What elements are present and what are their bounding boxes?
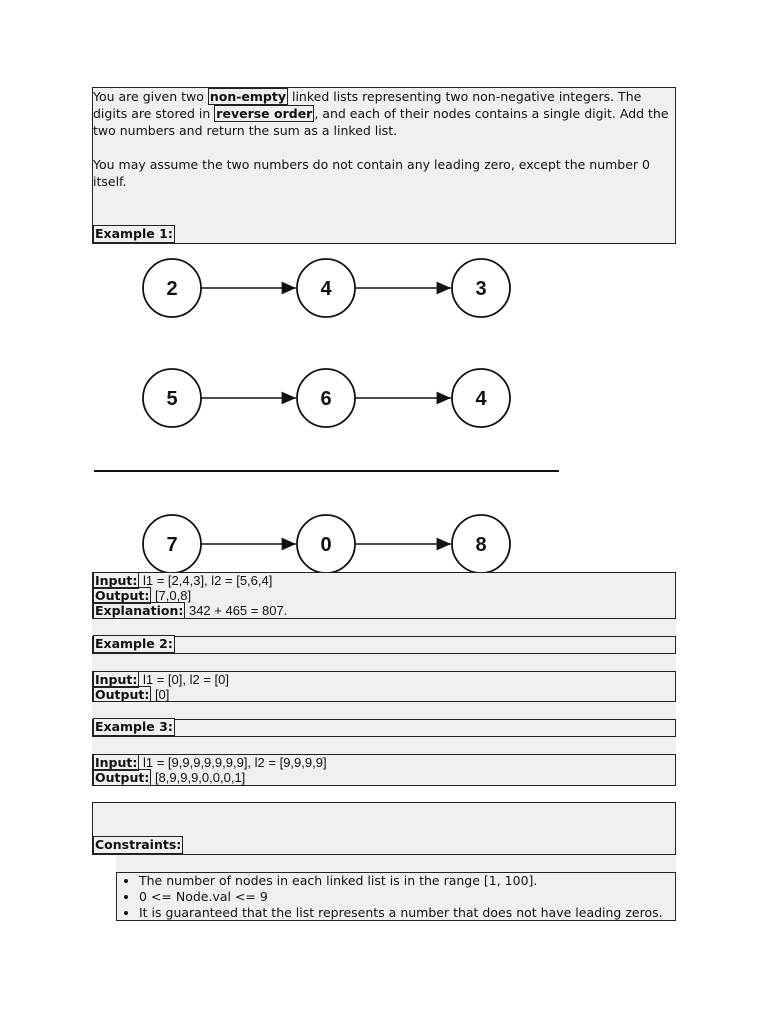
constraint-item: • It is guaranteed that the list represents a number that does not have leading zeros. [139,905,675,921]
list-node-value: 8 [475,534,487,556]
example-3-io [92,754,676,786]
output-value: [8,9,9,9,0,0,0,1] [151,770,246,785]
explanation-label: Explanation: [95,603,184,618]
text-run: You are given two [93,89,208,104]
input-value: l1 = [2,4,3], l2 = [5,6,4] [139,573,273,588]
list-node-value: 4 [475,388,487,410]
linked-list-diagram [0,245,768,585]
example-1-heading: Example 1: [95,226,173,241]
example-2-heading: Example 2: [95,636,173,651]
example-3-output-row [93,770,675,785]
description-paragraph-1 [93,88,675,139]
list-node-value: 4 [320,278,332,300]
output-label: Output: [95,687,150,702]
example-2-input-row [93,672,675,687]
highlight-non-empty: non-empty [209,89,286,104]
list-node-value: 6 [320,388,332,410]
list-node-value: 0 [320,534,332,556]
example-1-input-row [93,573,675,588]
constraints-list [116,872,676,921]
input-value: l1 = [0], l2 = [0] [139,672,229,687]
example-3-heading: Example 3: [95,719,173,734]
example-1-output-row [93,588,675,603]
list-node-value: 5 [166,388,178,410]
list-node-value: 2 [166,278,178,300]
input-label: Input: [95,755,138,770]
constraint-item: • 0 <= Node.val <= 9 [139,889,675,905]
spacer [92,654,676,671]
constraints-heading: Constraints: [95,837,182,852]
list-node-value: 7 [166,534,178,556]
input-value: l1 = [9,9,9,9,9,9,9], l2 = [9,9,9,9] [139,755,327,770]
example-2-heading-bar [92,636,676,654]
output-value: [0] [151,687,170,702]
explanation-value: 342 + 465 = 807. [185,603,288,618]
list-node-value: 3 [475,278,487,300]
constraint-item: • The number of nodes in each linked list is in the range [1, 100]. [139,873,675,889]
spacer [92,619,676,636]
text-run: , and each of their nodes contains a single digit. Add the two numbers and return the sum as a linked list. [93,106,669,138]
problem-description [92,87,676,244]
input-label: Input: [95,573,138,588]
spacer [92,702,676,719]
spacer [92,737,676,754]
description-paragraph-2: You may assume the two numbers do not contain any leading zero, except the number 0 itself. [93,157,650,189]
example-3-input-row [93,755,675,770]
input-label: Input: [95,672,138,687]
output-label: Output: [95,770,150,785]
example-1-explanation-row [93,603,675,618]
highlight-reverse-order: reverse order [216,106,313,121]
text-run: linked lists representing two non-negative integers. The digits are stored in [93,89,642,121]
output-value: [7,0,8] [151,588,192,603]
spacer [116,855,676,872]
example-2-output-row [93,687,675,702]
constraints-heading-panel [92,802,676,855]
example-2-io [92,671,676,702]
example-1-io [92,572,676,619]
output-label: Output: [95,588,150,603]
example-3-heading-bar [92,719,676,737]
